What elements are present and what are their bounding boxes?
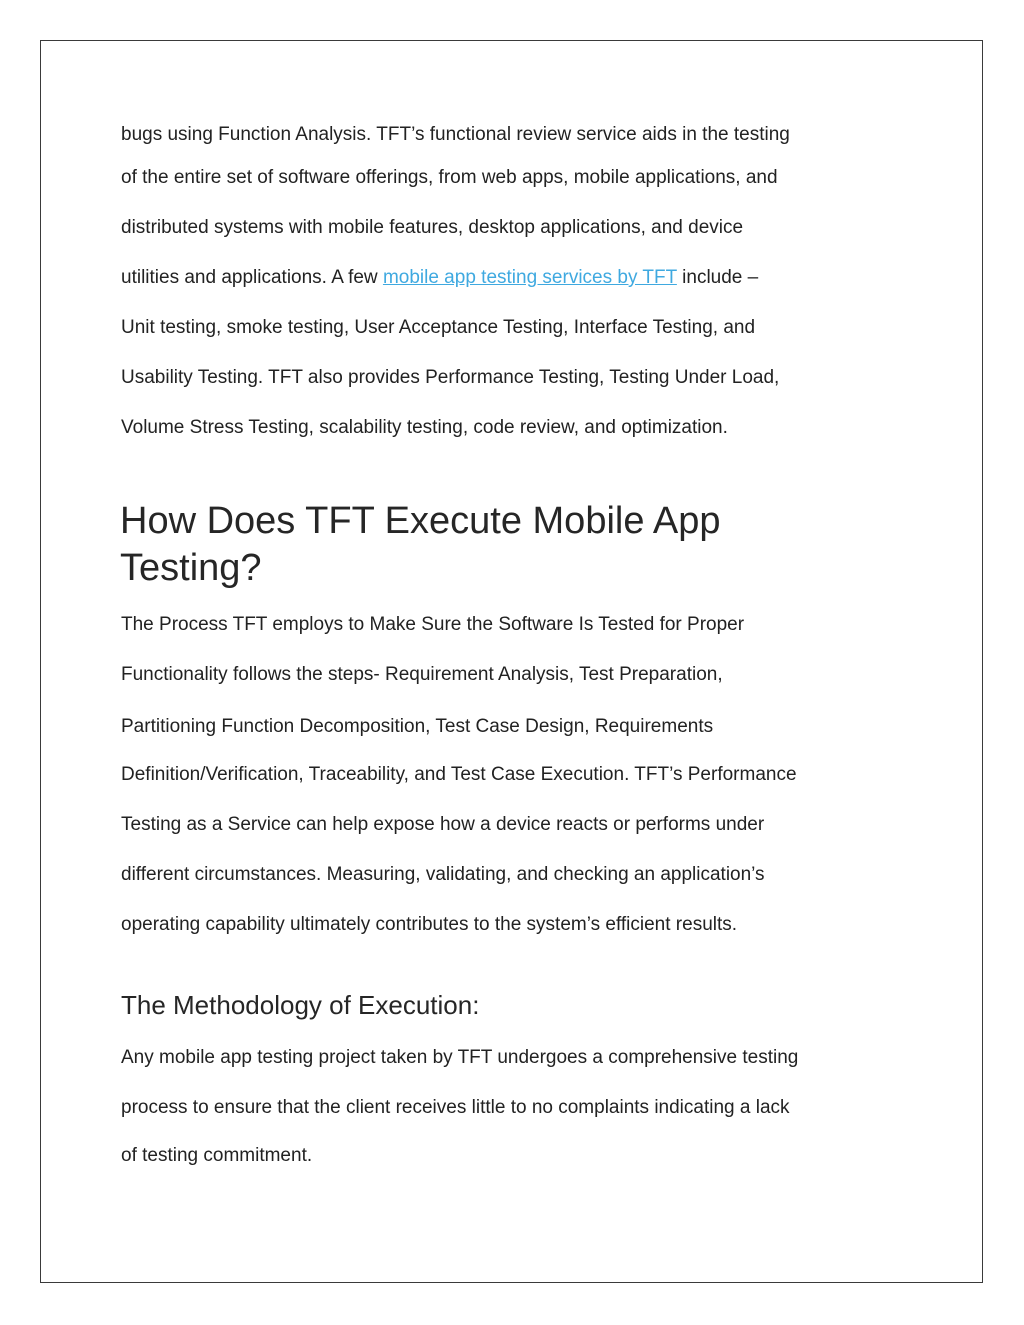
paragraph-1-line-4-before-link: utilities and applications. A few — [121, 267, 383, 288]
paragraph-2-line-7: operating capability ultimately contributes to the system’s efficient results. — [121, 914, 738, 935]
paragraph-1-line-5: Unit testing, smoke testing, User Acceptance Testing, Interface Testing, and — [121, 317, 756, 338]
mobile-app-testing-services-link[interactable]: mobile app testing services by TFT — [382, 267, 677, 288]
paragraph-1-line-7: Volume Stress Testing, scalability testing, code review, and optimization. — [121, 417, 728, 438]
paragraph-1-line-4 — [121, 267, 758, 289]
paragraph-2-line-6: different circumstances. Measuring, validating, and checking an application’s — [121, 864, 765, 885]
paragraph-2-line-3: Partitioning Function Decomposition, Test Case Design, Requirements — [121, 716, 714, 737]
paragraph-1-line-3: distributed systems with mobile features, desktop applications, and device — [121, 217, 744, 238]
paragraph-3-line-1: Any mobile app testing project taken by TFT undergoes a comprehensive testing — [121, 1047, 799, 1068]
section-heading-line-2: Testing? — [120, 547, 262, 589]
subsection-heading: The Methodology of Execution: — [121, 990, 480, 1020]
paragraph-3-line-3: of testing commitment. — [121, 1145, 313, 1166]
paragraph-3-line-2: process to ensure that the client receives little to no complaints indicating a lack — [121, 1097, 790, 1118]
paragraph-2-line-4: Definition/Verification, Traceability, and Test Case Execution. TFT’s Performance — [121, 764, 797, 785]
paragraph-1-line-6: Usability Testing. TFT also provides Performance Testing, Testing Under Load, — [121, 367, 780, 388]
paragraph-2-line-2: Functionality follows the steps- Requirement Analysis, Test Preparation, — [121, 664, 723, 685]
paragraph-1-line-4-after-link: include – — [676, 267, 759, 288]
paragraph-1-line-2: of the entire set of software offerings, from web apps, mobile applications, and — [121, 167, 778, 188]
paragraph-2-line-5: Testing as a Service can help expose how a device reacts or performs under — [121, 814, 765, 835]
section-heading-line-1: How Does TFT Execute Mobile App — [120, 500, 721, 542]
paragraph-1-line-1: bugs using Function Analysis. TFT’s functional review service aids in the testing — [121, 124, 790, 145]
paragraph-2-line-1: The Process TFT employs to Make Sure the Software Is Tested for Proper — [121, 614, 745, 635]
